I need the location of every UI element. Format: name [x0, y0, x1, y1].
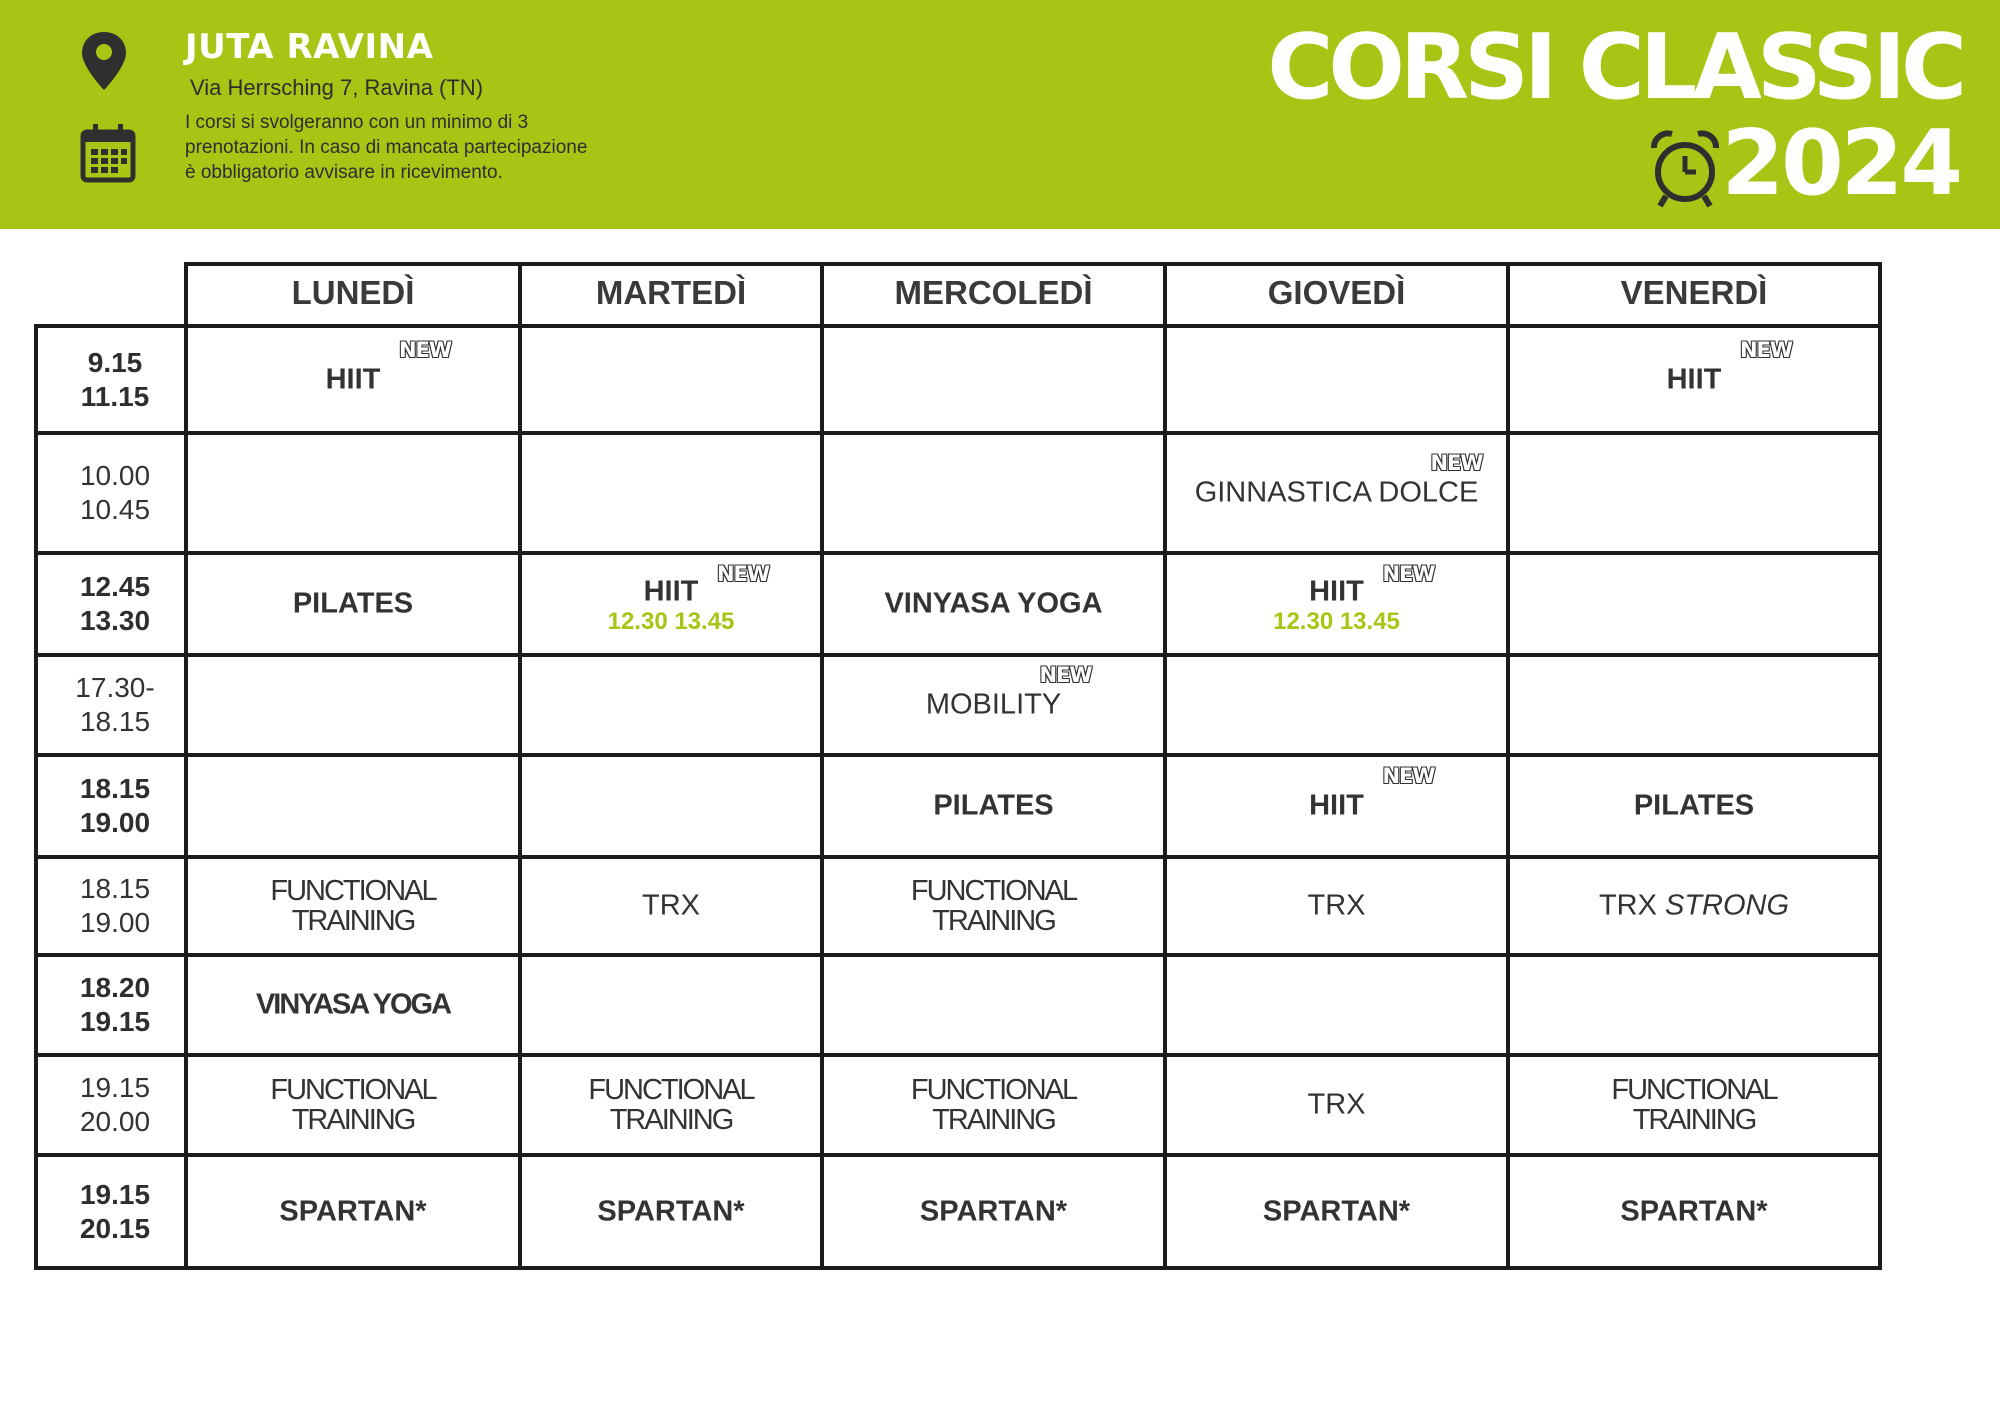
row-divider-line — [36, 551, 1882, 555]
new-badge: NEW — [398, 337, 452, 362]
class-label: PILATES — [1633, 789, 1755, 822]
time-start: 19.15 — [79, 1072, 151, 1103]
time-start: 17.30- — [75, 672, 155, 703]
alarm-clock-icon — [1648, 128, 1722, 210]
class-label: TRX — [1307, 889, 1366, 922]
time-end: 18.15 — [79, 706, 151, 737]
new-badge: NEW — [716, 562, 770, 586]
row-divider-line — [36, 953, 1882, 957]
class-label: TRX — [1307, 1088, 1366, 1121]
time-start: 18.15 — [79, 773, 151, 804]
time-start: 18.20 — [79, 972, 151, 1003]
class-label-line2: TRAINING — [1632, 1104, 1756, 1136]
class-label: FUNCTIONAL — [270, 1074, 436, 1106]
time-start: 18.15 — [79, 873, 151, 904]
row-divider-line — [36, 431, 1882, 435]
class-label — [1599, 890, 1789, 923]
time-end: 20.15 — [79, 1212, 151, 1244]
class-label: PILATES — [933, 789, 1054, 822]
day-header: MARTEDÌ — [595, 274, 747, 311]
time-column-edge — [34, 324, 38, 1270]
class-label: FUNCTIONAL — [910, 875, 1077, 907]
time-end: 20.00 — [79, 1106, 151, 1137]
row-divider-line — [36, 324, 1882, 328]
day-header: VENERDÌ — [1620, 274, 1768, 311]
class-label: SPARTAN* — [919, 1195, 1068, 1227]
column-divider-line — [1506, 262, 1510, 1270]
time-start: 12.45 — [79, 571, 151, 602]
class-label: PILATES — [292, 587, 414, 620]
class-label: HIIT — [1309, 575, 1364, 608]
row-divider-line — [36, 855, 1882, 859]
class-label-line2: TRAINING — [291, 1104, 415, 1136]
alternate-time: 12.30 13.45 — [607, 608, 735, 635]
class-label: SPARTAN* — [597, 1195, 745, 1227]
class-label: FUNCTIONAL — [588, 1074, 754, 1106]
new-badge: NEW — [1739, 337, 1793, 362]
calendar-icon — [80, 122, 136, 184]
time-end: 19.00 — [79, 807, 151, 838]
class-label: FUNCTIONAL — [1611, 1074, 1777, 1106]
new-badge: NEW — [1382, 562, 1435, 586]
gym-name: JUTA RAVINA — [185, 27, 434, 67]
class-label: TRX — [642, 889, 700, 922]
class-label: GINNASTICA DOLCE — [1194, 476, 1479, 509]
day-header: MERCOLEDÌ — [894, 274, 1093, 311]
class-label-line2: TRAINING — [932, 905, 1055, 937]
class-label: HIIT — [1309, 789, 1364, 822]
class-label: MOBILITY — [925, 688, 1062, 721]
class-label: VINYASA YOGA — [255, 988, 451, 1021]
time-end: 10.45 — [79, 494, 151, 525]
header-banner — [0, 0, 2000, 229]
row-divider-line — [36, 753, 1882, 757]
class-label: SPARTAN* — [1262, 1195, 1411, 1227]
address: Via Herrsching 7, Ravina (TN) — [190, 75, 484, 100]
class-label-line2: TRAINING — [932, 1104, 1055, 1136]
class-label: HIIT — [325, 363, 381, 395]
new-badge: NEW — [1382, 764, 1435, 788]
alternate-time: 12.30 13.45 — [1273, 608, 1400, 635]
class-label: HIIT — [1666, 363, 1722, 395]
new-badge: NEW — [1430, 451, 1483, 475]
booking-notice: I corsi si svolgeranno con un minimo di 3 prenotazioni. In caso di mancata partecipazione è obbligatorio avvisare in ricevimento. — [185, 112, 588, 183]
location-pin-icon — [78, 30, 130, 92]
class-label-line2: TRAINING — [609, 1104, 733, 1136]
class-label: FUNCTIONAL — [270, 875, 436, 907]
time-end: 19.00 — [79, 907, 151, 938]
row-divider-line — [36, 1153, 1882, 1157]
class-label: HIIT — [643, 575, 699, 608]
row-divider-line — [36, 1266, 1882, 1270]
column-divider-line — [1878, 262, 1882, 1270]
page-title: CORSI CLASSIC — [1267, 15, 1962, 120]
class-label: SPARTAN* — [279, 1195, 427, 1227]
time-start: 10.00 — [79, 460, 151, 491]
class-label: SPARTAN* — [1620, 1195, 1768, 1227]
class-label: FUNCTIONAL — [910, 1074, 1077, 1106]
class-label-main: TRX — [1598, 889, 1665, 922]
time-end: 11.15 — [80, 380, 150, 412]
class-label-line2: TRAINING — [291, 905, 415, 937]
class-label: VINYASA YOGA — [884, 587, 1103, 620]
row-divider-line — [36, 1053, 1882, 1057]
column-divider-line — [184, 262, 188, 1270]
column-divider-line — [518, 262, 522, 1270]
new-badge: NEW — [1039, 663, 1092, 687]
column-divider-line — [820, 262, 824, 1270]
day-header: GIOVEDÌ — [1267, 274, 1406, 311]
column-divider-line — [1163, 262, 1167, 1270]
time-start: 19.15 — [79, 1178, 151, 1210]
time-end: 19.15 — [79, 1006, 151, 1037]
class-label-italic: STRONG — [1665, 889, 1790, 922]
time-start: 9.15 — [87, 346, 143, 378]
time-end: 13.30 — [79, 605, 151, 636]
page-year: 2024 — [1721, 111, 1960, 216]
row-divider-line — [36, 653, 1882, 657]
day-header: LUNEDÌ — [291, 274, 415, 311]
header-top-line — [184, 262, 1882, 266]
